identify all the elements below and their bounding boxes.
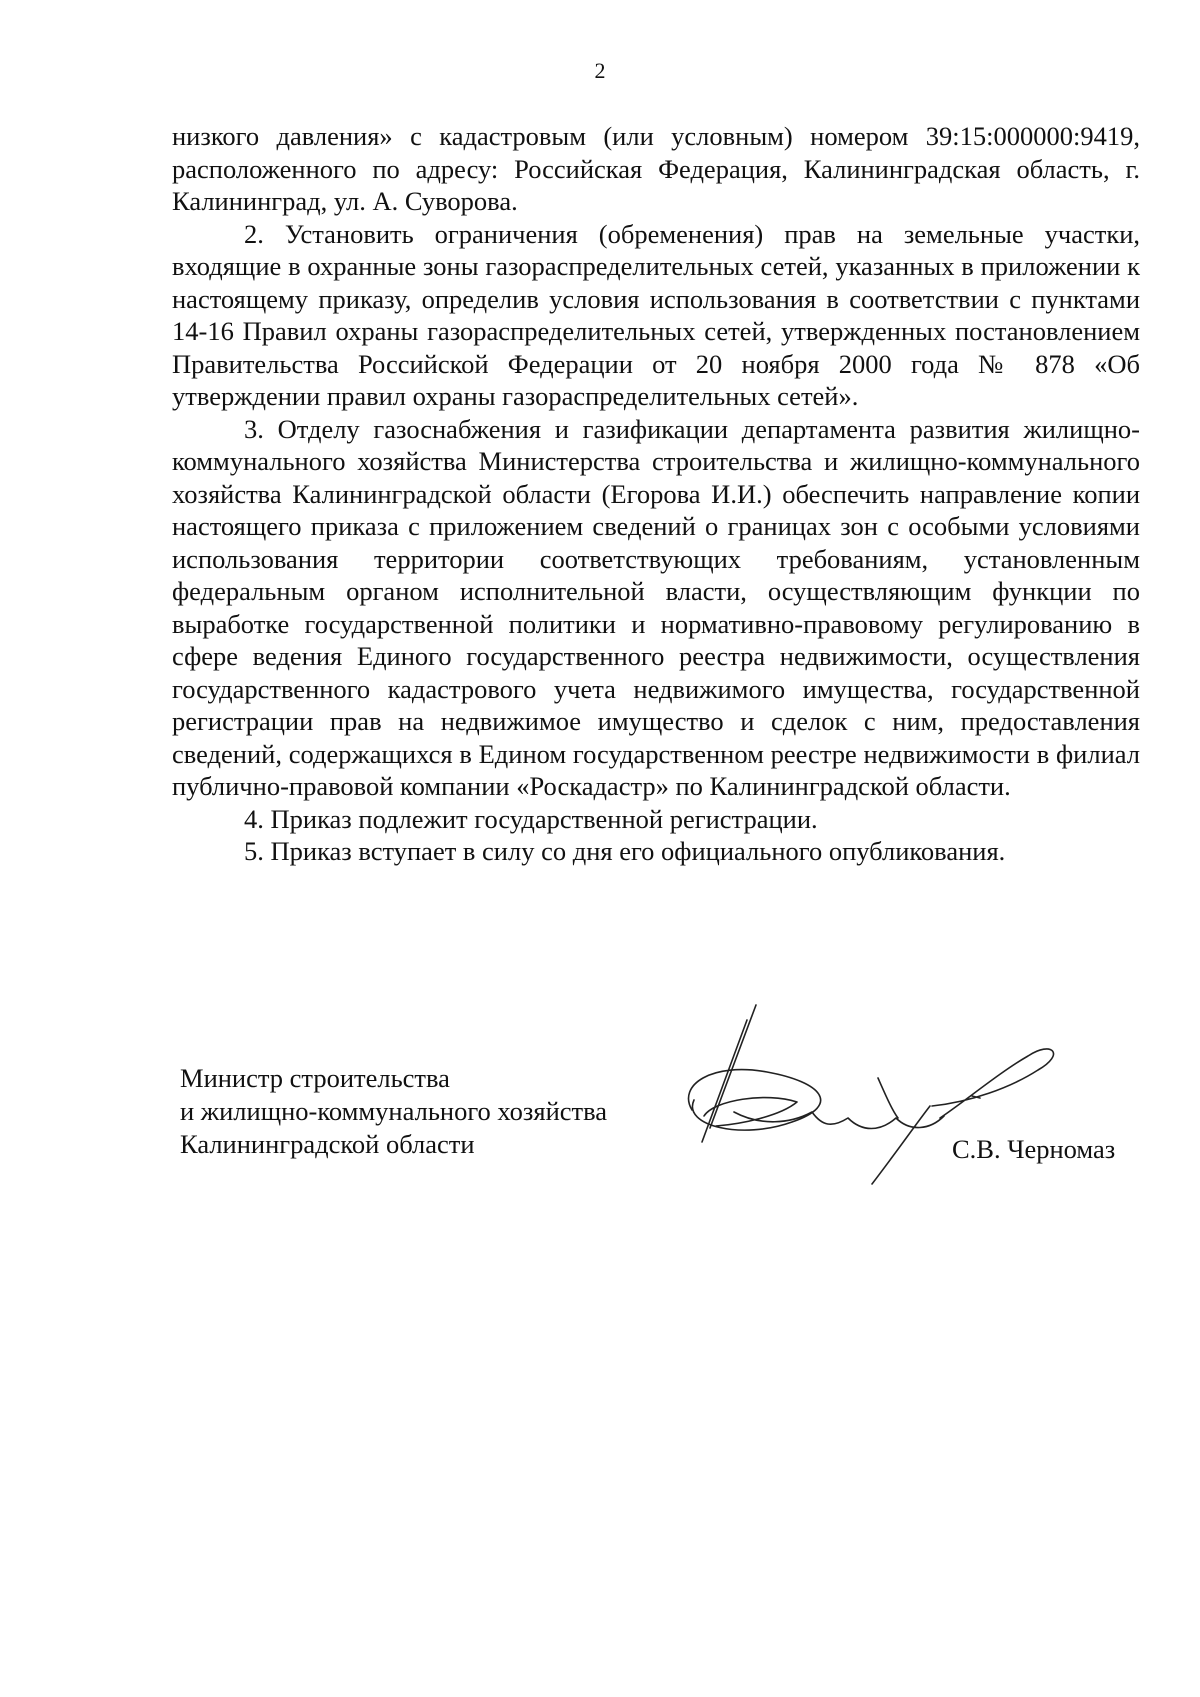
paragraph-5-text: Приказ вступает в силу со дня его официального опубликования. [270, 836, 1006, 866]
paragraph-4-text: Приказ подлежит государственной регистрации. [270, 803, 818, 834]
paragraph-2-text: Установить ограничения (обременения) прав на земельные участки, входящие в охранные зоны газораспределительных сетей, указанных в приложении к настоящему приказу, определив условия использования в соответствии с пунктами 14-16 Правил охраны газораспределительных сетей, утвержденных постановлением Правительства Российской Федерации от 20 ноября 2000 года № 878 «Об утверждении правил охраны газораспределительных сетей». [172, 218, 1140, 411]
signatory-position [180, 1062, 700, 1161]
page-number: 2 [594, 58, 606, 83]
handwritten-signature [672, 1000, 1092, 1200]
paragraph-item-2 [172, 218, 1140, 413]
paragraph-3-number: 3. [244, 413, 264, 444]
signature-stroke [872, 1106, 930, 1184]
signature-stroke [878, 1078, 898, 1118]
position-line-2: и жилищно-коммунального хозяйства [180, 1096, 608, 1126]
signature-stroke [710, 1005, 756, 1128]
signature-stroke [734, 1112, 944, 1129]
paragraph-item-4 [172, 803, 1140, 836]
position-line-1: Министр строительства [180, 1063, 450, 1093]
document-body [172, 120, 1140, 868]
paragraph-item-3 [172, 413, 1140, 803]
paragraph-5-number: 5. [244, 836, 264, 866]
signature-stroke [689, 1070, 821, 1131]
paragraph-item-5 [172, 835, 1140, 868]
paragraph-continuation [172, 120, 1140, 218]
paragraph-4-number: 4. [244, 803, 264, 834]
paragraph-1-text: низкого давления» с кадастровым (или условным) номером 39:15:000000:9419, расположенного по адресу: Российская Федерация, Калининградская область, г. Калининград, ул. А. Суворова. [172, 121, 1140, 216]
paragraph-2-number: 2. [244, 218, 264, 249]
signature-stroke [932, 1049, 1053, 1118]
signatory-name: С.В. Черномаз [952, 1134, 1116, 1164]
paragraph-3-text: Отделу газоснабжения и газификации департамента развития жилищно-коммунального хозяйства Министерства строительства и жилищно-коммунального хозяйства Калининградской области (Егорова И.И.) обеспечить направление копии настоящего приказа с приложением сведений о границах зон с особыми условиями использования территории соответствующих требованиям, установленным федеральным органом исполнительной власти, осуществляющим функции по выработке государственной политики и нормативно-правовому регулированию в сфере ведения Единого государственного реестра недвижимости, осуществления государственного кадастрового учета недвижимого имущества, государственной регистрации прав на недвижимое имущество и сделок с ним, предоставления сведений, содержащихся в Едином государственном реестре недвижимости в филиал публично-правовой компании «Роскадастр» по Калининградской области. [172, 413, 1140, 801]
position-line-3: Калининградской области [180, 1129, 475, 1159]
